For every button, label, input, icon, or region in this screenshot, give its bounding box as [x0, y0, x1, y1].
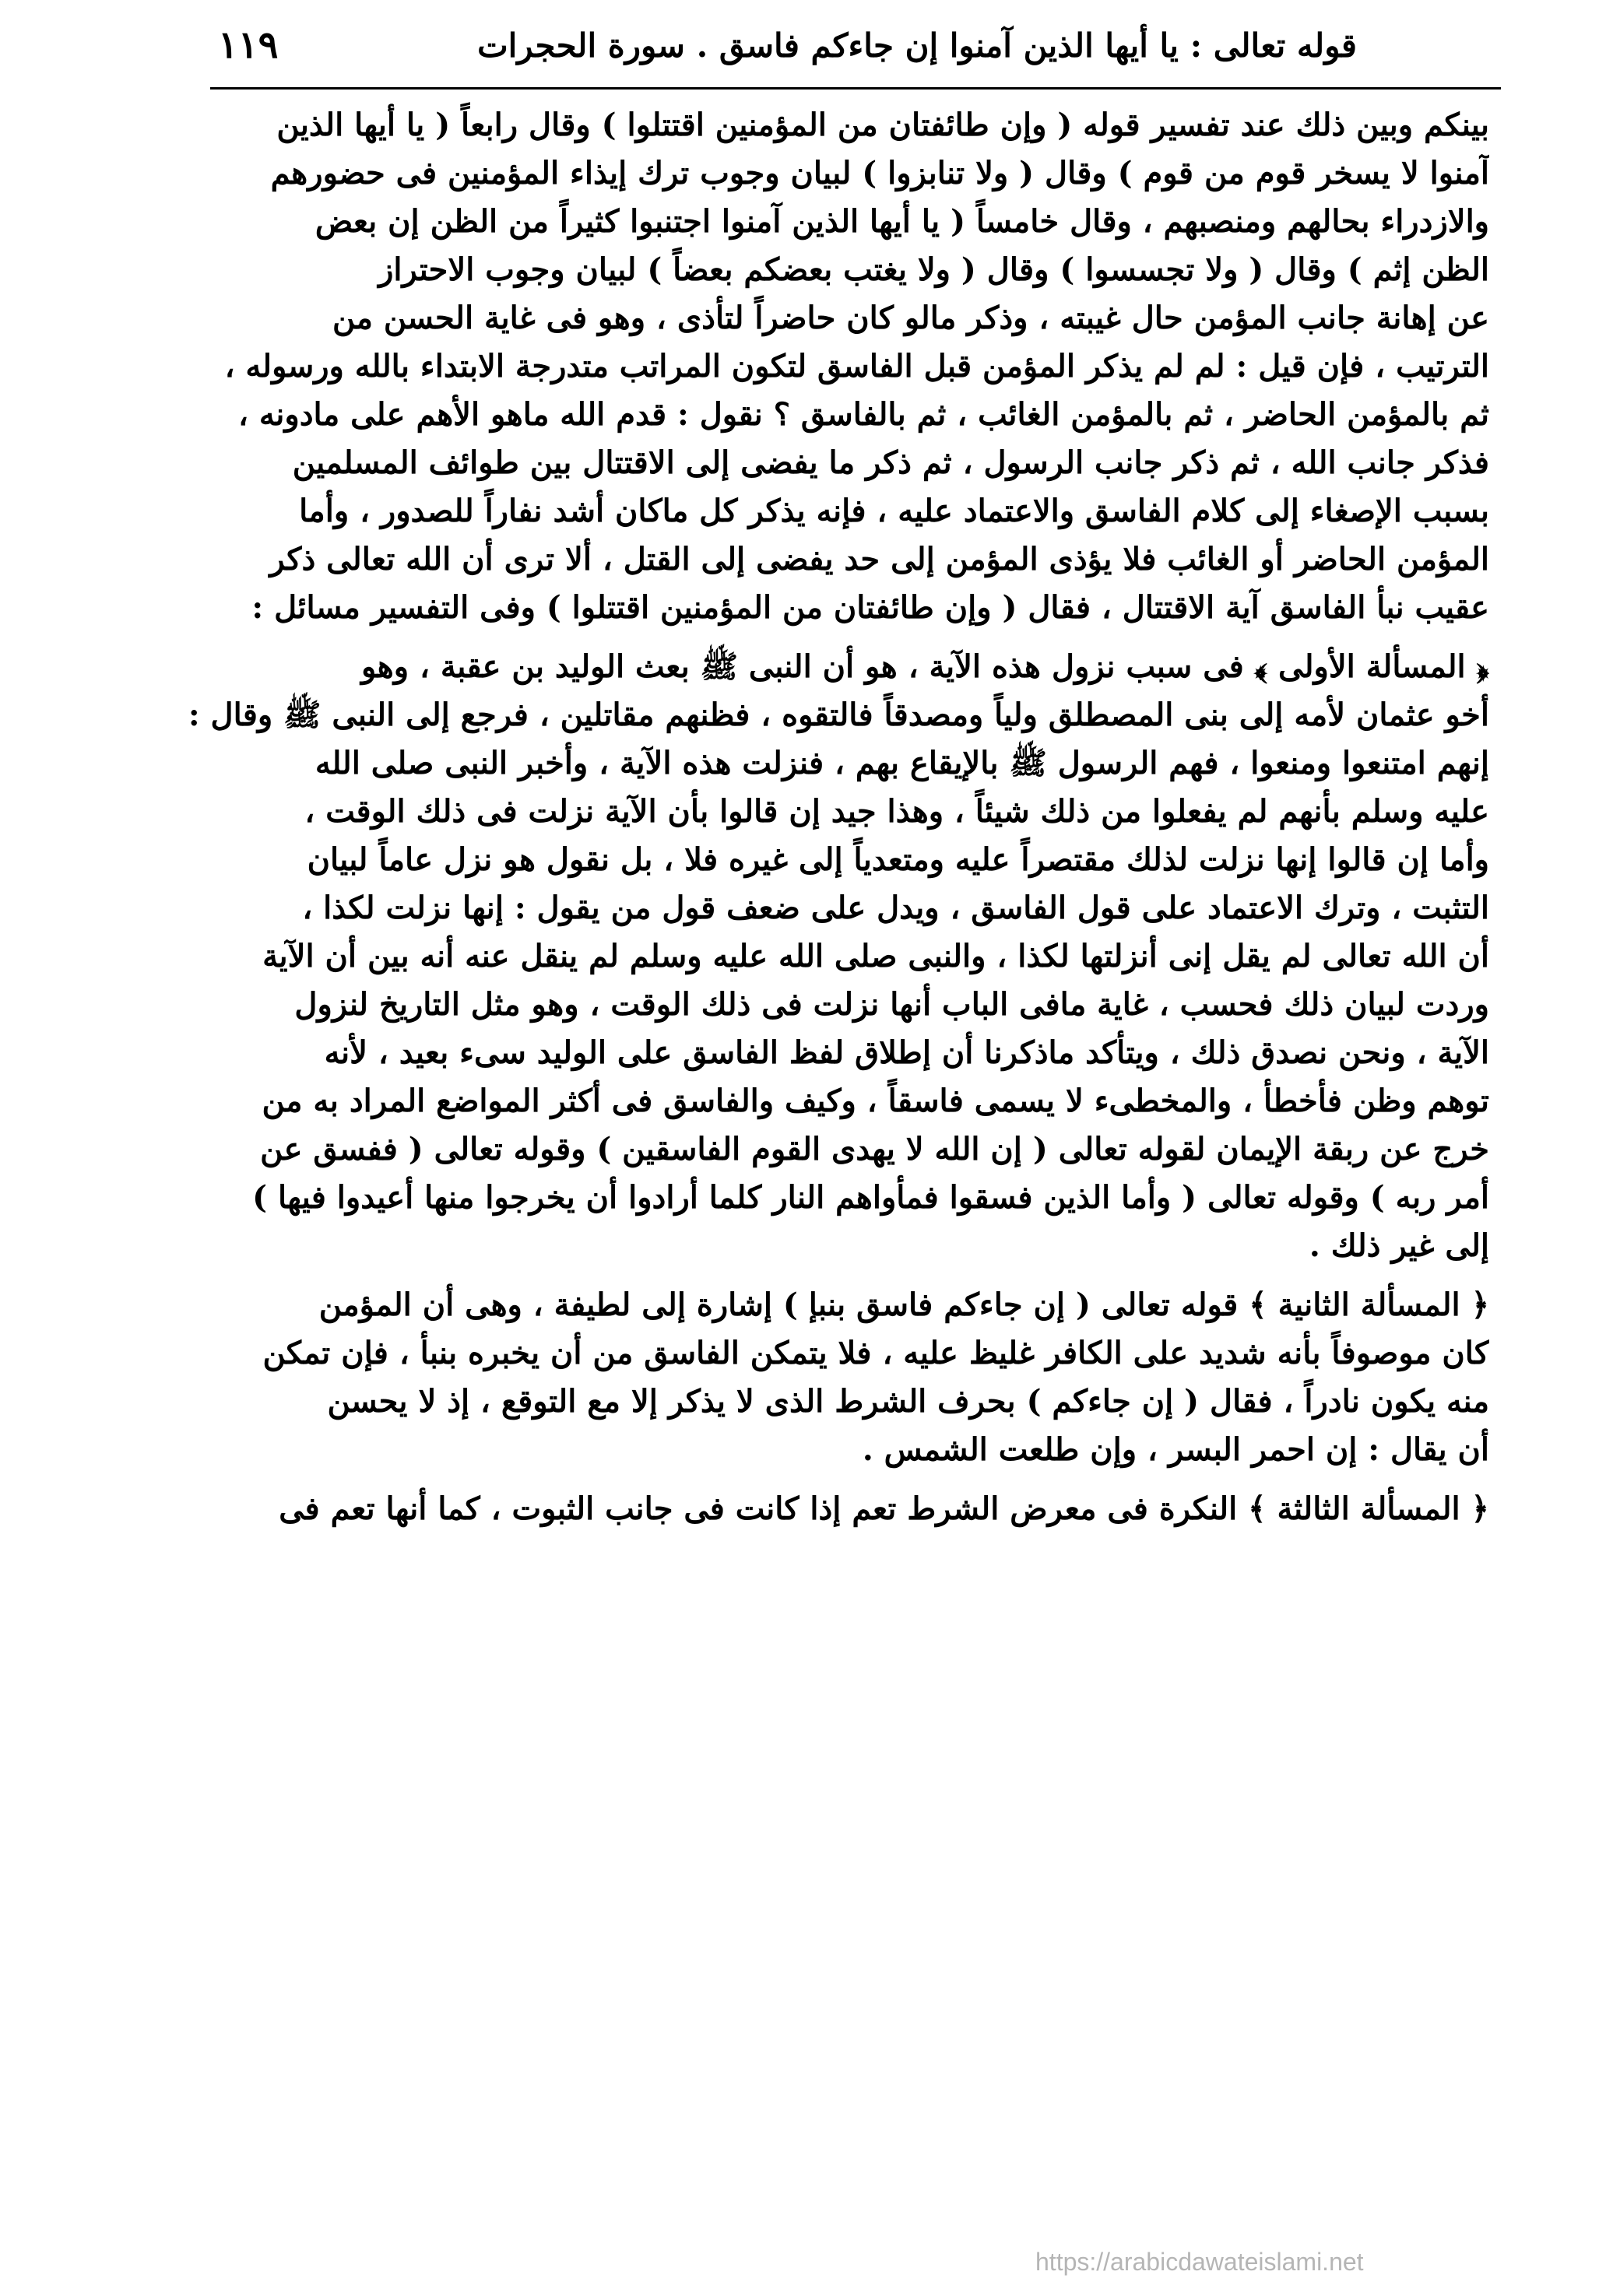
text-line: التثبت ، وترك الاعتماد على قول الفاسق ، ويدل على ضعف قول من يقول : إنها نزلت لكذا ،	[302, 890, 1489, 926]
paragraph-first-issue	[150, 643, 1489, 1270]
text-line: عن إهانة جانب المؤمن حال غيبته ، وذكر مالو كان حاضراً لتأذى ، وهو فى غاية الحسن من	[332, 300, 1489, 336]
text-line: ثم بالمؤمن الحاضر ، ثم بالمؤمن الغائب ، ثم بالفاسق ؟ نقول : قدم الله ماهو الأهم على مادونه ،	[237, 396, 1489, 433]
text-line: أمر ربه ) وقوله تعالى ( وأما الذين فسقوا فمأواهم النار كلما أرادوا أن يخرجوا منها أعيدوا فيها )	[252, 1179, 1489, 1216]
text-line: كان موصوفاً بأنه شديد على الكافر غليظ عليه ، فلا يتمكن الفاسق من أن يخبره بنبأ ، فإن تمكن	[262, 1335, 1489, 1371]
text-line: المؤمن الحاضر أو الغائب فلا يؤذى المؤمن إلى حد يفضى إلى القتل ، ألا ترى أن الله تعالى ذكر	[269, 541, 1489, 578]
text-line: منه يكون نادراً ، فقال ( إن جاءكم ) بحرف الشرط الذى لا يذكر إلا مع التوقع ، إذ لا يحسن	[327, 1383, 1489, 1420]
paragraph-third-issue	[150, 1485, 1489, 1533]
source-watermark: https://arabicdawateislami.net	[1035, 2248, 1364, 2276]
text-line: والازدراء بحالهم ومنصبهم ، وقال خامساً ( يا أيها الذين آمنوا اجتنبوا كثيراً من الظن إن بعض	[315, 203, 1489, 240]
text-line: توهم وظن فأخطأ ، والمخطىء لا يسمى فاسقاً ، وكيف والفاسق فى أكثر المواضع المراد به من	[262, 1083, 1489, 1119]
text-line: بينكم وبين ذلك عند تفسير قوله ( وإن طائفتان من المؤمنين اقتتلوا ) وقال رابعاً ( يا أيها الذين	[276, 107, 1489, 143]
text-line: أن يقال : إن احمر البسر ، وإن طلعت الشمس .	[862, 1431, 1489, 1468]
text-line: عقيب نبأ الفاسق آية الاقتتال ، فقال ( وإن طائفتان من المؤمنين اقتتلوا ) وفى التفسير مسائل :	[251, 589, 1489, 626]
text-line: الآية ، ونحن نصدق ذلك ، ويتأكد ماذكرنا أن إطلاق لفظ الفاسق على الوليد سىء بعيد ، لأنه	[324, 1034, 1489, 1071]
paragraph-intro	[150, 101, 1489, 632]
text-line: وردت لبيان ذلك فحسب ، غاية مافى الباب أنها نزلت فى ذلك الوقت ، وهو مثل التاريخ لنزول	[294, 986, 1489, 1023]
text-line: خرج عن ربقة الإيمان لقوله تعالى ( إن الله لا يهدى القوم الفاسقين ) وقوله تعالى ( ففسق عن	[260, 1131, 1489, 1167]
text-line: أخو عثمان لأمه إلى بنى المصطلق ولياً ومصدقاً فالتقوه ، فظنهم مقاتلين ، فرجع إلى النبى ﷺ وقال :	[188, 697, 1489, 733]
header-rule	[210, 87, 1501, 90]
page-header	[117, 22, 1489, 78]
text-line: أن الله تعالى لم يقل إنى أنزلتها لكذا ، والنبى صلى الله عليه وسلم لم ينقل عنه أنه بين أن الآية	[262, 938, 1489, 974]
text-line: الترتيب ، فإن قيل : لم لم يذكر المؤمن قبل الفاسق لتكون المراتب متدرجة الابتداء بالله ورسوله ،	[224, 348, 1489, 384]
body-text	[150, 101, 1489, 1533]
text-line: فذكر جانب الله ، ثم ذكر جانب الرسول ، ثم ذكر ما يفضى إلى الاقتتال بين طوائف المسلمين	[292, 444, 1489, 481]
text-line: إنهم امتنعوا ومنعوا ، فهم الرسول ﷺ بالإيقاع بهم ، فنزلت هذه الآية ، وأخبر النبى صلى الله	[315, 745, 1489, 781]
text-line: ﴿ المسألة الثانية ﴾ قوله تعالى ( إن جاءكم فاسق بنبإ ) إشارة إلى لطيفة ، وهى أن المؤمن	[318, 1287, 1489, 1323]
text-line: عليه وسلم بأنهم لم يفعلوا من ذلك شيئاً ، وهذا جيد إن قالوا بأن الآية نزلت فى ذلك الوقت ،	[304, 793, 1489, 830]
text-line: الظن إثم ) وقال ( ولا تجسسوا ) وقال ( ولا يغتب بعضكم بعضاً ) لبيان وجوب الاحتراز	[378, 251, 1489, 288]
text-line: بسبب الإصغاء إلى كلام الفاسق والاعتماد عليه ، فإنه يذكر كل ماكان أشد نفاراً للصدور ، وأما	[299, 493, 1489, 529]
page-number: ١١٩	[218, 23, 279, 67]
text-line: ﴿ المسألة الأولى ﴾ فى سبب نزول هذه الآية ، هو أن النبى ﷺ بعث الوليد بن عقبة ، وهو	[360, 648, 1489, 685]
text-line: إلى غير ذلك .	[1309, 1227, 1489, 1264]
paragraph-second-issue	[150, 1281, 1489, 1474]
text-line: وأما إن قالوا إنها نزلت لذلك مقتصراً عليه ومتعدياً إلى غيره فلا ، بل نقول هو نزل عاماً لبيان	[307, 841, 1489, 878]
running-title: قوله تعالى : يا أيها الذين آمنوا إن جاءكم فاسق . سورة الحجرات	[477, 26, 1357, 65]
text-line: آمنوا لا يسخر قوم من قوم ) وقال ( ولا تنابزوا ) لبيان وجوب ترك إيذاء المؤمنين فى حضورهم	[270, 155, 1489, 191]
text-line: ﴿ المسألة الثالثة ﴾ النكرة فى معرض الشرط تعم إذا كانت فى جانب الثبوت ، كما أنها تعم فى	[279, 1490, 1489, 1527]
